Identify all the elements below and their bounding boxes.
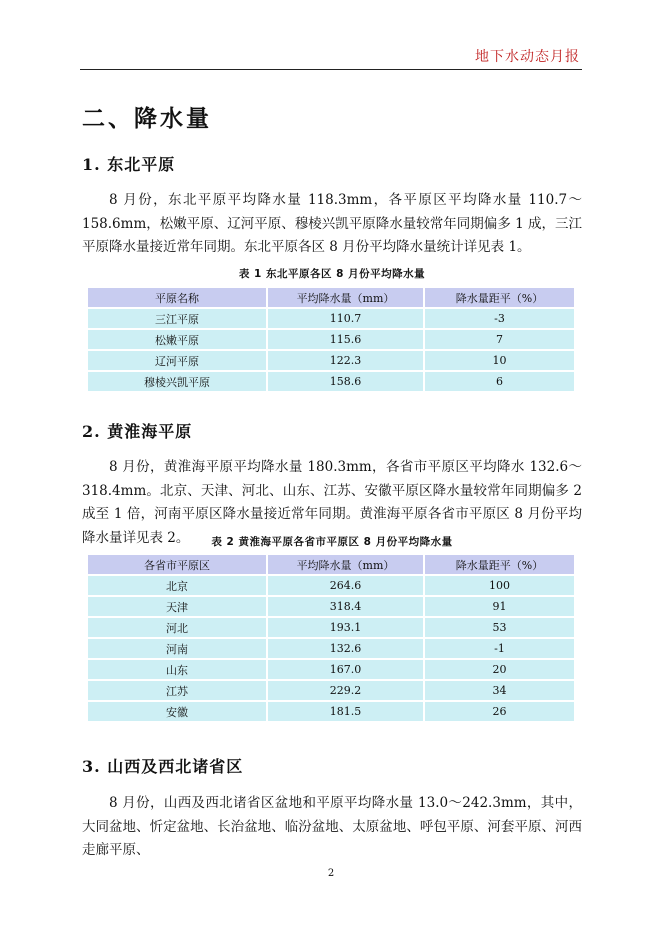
subsection-3-heading: 3. 山西及西北诸省区 [82, 757, 244, 776]
table-cell: 264.6 [268, 576, 423, 595]
table-2-header-cell: 各省市平原区 [88, 555, 266, 574]
table-row [88, 702, 574, 721]
table-1-header-row [88, 288, 574, 307]
table-cell: 安徽 [88, 702, 266, 721]
page-number: 2 [327, 868, 335, 879]
subsection-1-paragraph: 8 月份，东北平原平均降水量 118.3mm，各平原区平均降水量 110.7～158.6mm，松嫩平原、辽河平原、穆棱兴凯平原降水量较常年同期偏多 1 成，三江平原降水量接近常年同期。东北平原各区 8 月份平均降水量统计详见表 1。 [82, 192, 582, 255]
table-cell: 天津 [88, 597, 266, 616]
table-row [88, 681, 574, 700]
subsection-2-heading: 2. 黄淮海平原 [82, 422, 193, 441]
table-row [88, 660, 574, 679]
table-cell: 7 [425, 330, 574, 349]
table-row [88, 309, 574, 328]
table-2-header-cell: 降水量距平（%） [425, 555, 574, 574]
table-cell: -3 [425, 309, 574, 328]
table-cell: 167.0 [268, 660, 423, 679]
table-row [88, 576, 574, 595]
table-cell: 河北 [88, 618, 266, 637]
subsection-1-heading: 1. 东北平原 [82, 155, 176, 174]
table-cell: 山东 [88, 660, 266, 679]
table-1-header-cell: 降水量距平（%） [425, 288, 574, 307]
table-1-header-cell: 平均降水量（mm） [268, 288, 423, 307]
table-row [88, 372, 574, 391]
table-cell: 91 [425, 597, 574, 616]
table-cell: 115.6 [268, 330, 423, 349]
table-cell: 松嫩平原 [88, 330, 266, 349]
report-title: 地下水动态月报 [475, 49, 580, 65]
table-1-caption: 表 1 东北平原各区 8 月份平均降水量 [238, 268, 426, 280]
table-cell: 158.6 [268, 372, 423, 391]
table-cell: 26 [425, 702, 574, 721]
table-row [88, 618, 574, 637]
table-1 [86, 286, 576, 393]
section-heading: 二、降水量 [82, 105, 212, 132]
table-row [88, 330, 574, 349]
subsection-2-paragraph: 8 月份，黄淮海平原平均降水量 180.3mm，各省市平原区平均降水 132.6～318.4mm。北京、天津、河北、山东、江苏、安徽平原区降水量较常年同期偏多 2 成至 1 倍，河南平原区降水量接近常年同期。黄淮海平原各省市平原区 8 月份平均降水量详见表 2。 [82, 459, 582, 546]
table-cell: 34 [425, 681, 574, 700]
table-cell: -1 [425, 639, 574, 658]
header-divider [80, 69, 582, 70]
table-cell: 132.6 [268, 639, 423, 658]
table-row [88, 639, 574, 658]
table-cell: 河南 [88, 639, 266, 658]
table-cell: 193.1 [268, 618, 423, 637]
table-cell: 穆棱兴凯平原 [88, 372, 266, 391]
table-cell: 53 [425, 618, 574, 637]
table-cell: 318.4 [268, 597, 423, 616]
table-cell: 三江平原 [88, 309, 266, 328]
table-cell: 110.7 [268, 309, 423, 328]
table-2-header-row [88, 555, 574, 574]
table-2-header-cell: 平均降水量（mm） [268, 555, 423, 574]
table-2-caption: 表 2 黄淮海平原各省市平原区 8 月份平均降水量 [211, 536, 453, 548]
table-cell: 江苏 [88, 681, 266, 700]
table-cell: 辽河平原 [88, 351, 266, 370]
table-cell: 122.3 [268, 351, 423, 370]
table-row [88, 351, 574, 370]
table-2 [86, 553, 576, 723]
table-cell: 6 [425, 372, 574, 391]
table-cell: 北京 [88, 576, 266, 595]
table-row [88, 597, 574, 616]
table-cell: 100 [425, 576, 574, 595]
subsection-3-paragraph: 8 月份，山西及西北诸省区盆地和平原平均降水量 13.0～242.3mm，其中，大同盆地、忻定盆地、长治盆地、临汾盆地、太原盆地、呼包平原、河套平原、河西走廊平原、 [82, 795, 582, 858]
table-cell: 229.2 [268, 681, 423, 700]
table-cell: 10 [425, 351, 574, 370]
table-cell: 181.5 [268, 702, 423, 721]
table-cell: 20 [425, 660, 574, 679]
table-1-header-cell: 平原名称 [88, 288, 266, 307]
